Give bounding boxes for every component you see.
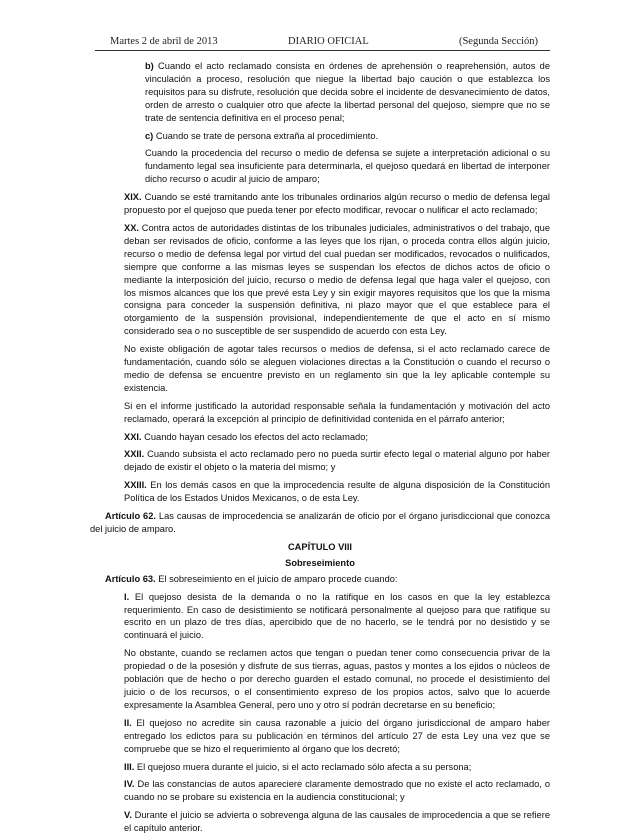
paragraph-text: El sobreseimiento en el juicio de amparo procede cuando:	[155, 573, 398, 584]
paragraph-text: Si en el informe justificado la autoridad responsable señala la fundamentación y motivación del acto reclamado, operará la excepción al principio de definitividad contenida en el párrafo anterior;	[124, 400, 550, 424]
paragraph-articulo-63	[90, 573, 550, 586]
header-section: (Segunda Sección)	[458, 36, 538, 47]
paragraph-text: No obstante, cuando se reclamen actos que tengan o puedan tener como consecuencia privar de la propiedad o de la posesión y disfrute de sus tierras, aguas, pastos y montes a los ejidos o núcleos de población que de hecho o por derecho guarden el estado comunal, no procede el desistimiento del juicio o de los recursos, o el consentimiento expreso de los propios actos, salvo que lo acuerde expresamente la Asamblea General, pero uno y otro sí podrán decretarse en su beneficio;	[124, 648, 550, 710]
paragraph-text: Cuando hayan cesado los efectos del acto reclamado;	[141, 431, 368, 442]
chapter-heading: CAPÍTULO VIII	[287, 541, 353, 552]
paragraph-no-obstante	[90, 647, 550, 712]
paragraph-articulo-62	[90, 510, 550, 536]
paragraph-label: III.	[124, 761, 135, 772]
paragraph-procedencia	[90, 147, 550, 186]
paragraph-xxiii	[90, 479, 550, 505]
paragraph-label: V.	[124, 810, 132, 821]
paragraph-iv	[90, 778, 550, 804]
header-rule	[95, 50, 550, 51]
paragraph-xxi	[90, 431, 550, 444]
paragraph-text: Contra actos de autoridades distintas de los tribunales judiciales, administrativos o del trabajo, que deban ser revisados de oficio, conforme a las leyes que los rijan, o proceda contra ellos algún juicio, recurso o medio de defensa legal por virtud del cual puedan ser modificados, revocados o nulificados, siempre que conforme a las mismas leyes se suspendan los efectos de dichos actos de oficio o mediante la interposición del juicio, recurso o medio de defensa legal que haga valer el quejoso, con los mismos alcances que los que prevé esta Ley y sin exigir mayores requisitos que los que la misma consigna para conceder la suspensión definitiva, ni plazo mayor que el que establece para el otorgamiento de la suspensión provisional, independientemente de que el acto en sí mismo considerado sea o no susceptible de ser suspendido de acuerdo con esta Ley.	[124, 222, 550, 337]
paragraph-text: Cuando la procedencia del recurso o medio de defensa se sujete a interpretación adicional o su fundamento legal sea insuficiente para determinarla, el quejoso quedará en libertad de interponer dicho recurso o acudir al juicio de amparo;	[145, 148, 550, 185]
paragraph-c	[90, 130, 550, 143]
paragraph-v	[90, 809, 550, 835]
paragraph-b	[90, 60, 550, 125]
paragraph-xix	[90, 191, 550, 217]
paragraph-label: XXI.	[124, 431, 142, 442]
paragraph-text: Cuando se esté tramitando ante los tribunales ordinarios algún recurso o medio de defensa legal propuesto por el quejoso que pueda tener por efecto modificar, revocar o nulificar el acto reclamado;	[124, 192, 550, 216]
paragraph-xxii	[90, 448, 550, 474]
paragraph-iii	[90, 761, 550, 774]
paragraph-label: b)	[145, 61, 154, 71]
paragraph-no-existe	[90, 343, 550, 395]
paragraph-text: El quejoso desista de la demanda o no la ratifique en los casos en que la ley establezca requerimiento. En caso de desistimiento se notificará personalmente al quejoso para que ratifique su escrito en un plazo de tres días, apercibido que de no hacerlo, se le tendrá por no desistido y se continuará el juicio.	[124, 591, 550, 641]
paragraph-label: II.	[124, 717, 132, 728]
header-publication: DIARIO OFICIAL	[288, 36, 369, 47]
paragraph-text: Durante el juicio se advierta o sobrevenga alguna de las causales de improcedencia a que se refiere el capítulo anterior.	[124, 810, 550, 834]
paragraph-text: De las constancias de autos apareciere claramente demostrado que no existe el acto reclamado, o cuando no se probare su existencia en la audiencia constitucional; y	[124, 779, 550, 803]
paragraph-xx	[90, 222, 550, 338]
paragraph-text: Las causas de improcedencia se analizarán de oficio por el órgano jurisdiccional que conozca del juicio de amparo.	[90, 511, 550, 534]
paragraph-text: Cuando se trate de persona extraña al procedimiento.	[153, 130, 379, 141]
header-date: Martes 2 de abril de 2013	[110, 36, 218, 47]
document-body	[90, 60, 550, 840]
article-label: Artículo 63.	[105, 573, 156, 584]
chapter-title: Sobreseimiento	[285, 557, 355, 568]
paragraph-informe	[90, 400, 550, 426]
paragraph-i	[90, 591, 550, 643]
paragraph-label: XXIII.	[124, 480, 147, 491]
paragraph-ii	[90, 717, 550, 756]
article-label: Artículo 62.	[105, 511, 156, 522]
paragraph-text: Cuando el acto reclamado consista en órdenes de aprehensión o reaprehensión, autos de vinculación a proceso, resolución que niegue la libertad bajo caución o que establezca los requisitos para su disfrute, resolución que decida sobre el incidente de desvanecimiento de datos, orden de arresto o cualquier otro que afecte la libertad personal del quejoso, siempre que no se trate de sentencia definitiva en el proceso penal;	[145, 61, 550, 123]
paragraph-label: XXII.	[124, 449, 145, 460]
paragraph-label: IV.	[124, 779, 135, 790]
paragraph-text: El quejoso no acredite sin causa razonable a juicio del órgano jurisdiccional de amparo haber entregado los edictos para su publicación en términos del artículo 27 de esta Ley una vez que se compruebe que se hizo el requerimiento al órgano que los decretó;	[124, 717, 550, 754]
paragraph-text: Cuando subsista el acto reclamado pero no pueda surtir efecto legal o material alguno por haber dejado de existir el objeto o la materia del mismo; y	[124, 449, 550, 473]
paragraph-label: XIX.	[124, 192, 142, 203]
paragraph-label: I.	[124, 591, 130, 602]
paragraph-text: El quejoso muera durante el juicio, si el acto reclamado sólo afecta a su persona;	[134, 761, 472, 772]
page-header	[110, 36, 538, 50]
paragraph-text: En los demás casos en que la improcedencia resulte de alguna disposición de la Constitución Política de los Estados Unidos Mexicanos, o de esta Ley.	[124, 480, 550, 504]
paragraph-label: XX.	[124, 222, 139, 233]
paragraph-text: No existe obligación de agotar tales recursos o medios de defensa, si el acto reclamado carece de fundamentación, cuando sólo se aleguen violaciones directas a la Constitución o cuando el recurso o medio de defensa se encuentre previsto en un reglamento sin que la ley aplicable contemple su existencia.	[124, 344, 550, 393]
paragraph-label: c)	[145, 130, 154, 141]
